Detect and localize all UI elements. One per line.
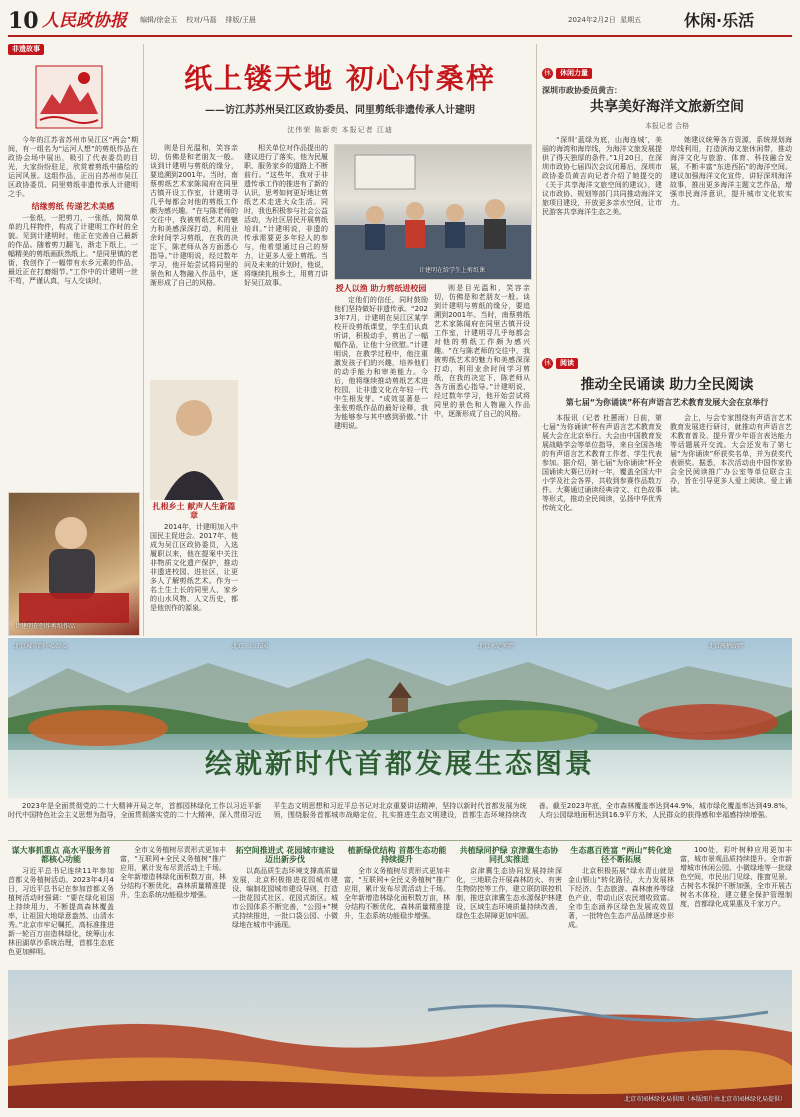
header-rule — [8, 35, 792, 37]
article1-paragraph-2: 她建议统筹各方资源，系统规划海岸线利用，打造滨海文旅休闲带，推动海洋文化与旅游、体育、科技融合发展，不断丰富“东进西拓”的海洋空间。建议加强海洋文化宣传，讲好深圳海洋故事，推出更多海洋主题文艺作品，增强市民海洋意识，提升城市文化软实力。 — [670, 136, 792, 207]
left-column-text — [8, 136, 138, 490]
mid-paragraph-5: 则是目光温和，笑容亲切，仿佛是和老朋友一般。谈到计建明与剪纸的缘分，要追溯到2001年。当时，南蔡剪纸艺术家陈闻府在同里古镇开设工作室，计建明寻几乎每都会对他的剪纸工作颇为感兴趣。“在与陈老师的交往中，我被剪纸艺术的魅力和美感深深打动，利用业余时间学习剪纸，在我的决定下，陈老师从各方面悉心指导。”计建明说，经过数年学习，他开始尝试将同里的景色和人物融入作品中，逐渐形成了自己的风格。 — [434, 284, 530, 418]
artist-portrait — [150, 380, 238, 500]
classroom-photo — [334, 144, 532, 280]
bottom-lead — [8, 802, 792, 838]
bottom-paragraph-2: 以高品质生态环境支撑高质量发展，北京积极推进花园城市建设，编制花园城市建设导则，打造一批花园式社区、花园式街区。城市公园体系不断完善，“公园+”模式持续推进，一批口袋公园、小微绿地在城市中涌现。 — [232, 867, 338, 929]
leisure-icon: 休 — [544, 69, 551, 77]
masthead-logo: 人民政协报 — [42, 11, 127, 31]
section-name: 休闲·乐活 — [684, 11, 755, 30]
article1-headline: 共享美好海洋文旅新空间 — [590, 99, 744, 115]
bottom-col-4 — [344, 846, 450, 966]
credit-editor: 编辑/徐金玉 — [140, 16, 178, 24]
mid-paragraph-4: 定他们的信任，同时鼓励他们坚持做好非遗传承。“2023年7月，计建明在吴江区某学校开设剪纸课堂，学生们认真听讲，积极动手，剪出了一幅幅作品，让他十分欣慰。”计建明说，在教学过程中，他注重激发孩子们的兴趣，培养他们的动手能力和审美能力。今后，他将继续推动剪纸艺术进校园，让非遗文化在年轻一代中生根发芽。“成效显著是一张张剪纸作品的最好诠释，我为能够参与其中感到骄傲。”计建明说。 — [334, 296, 428, 430]
banner-caption-1: 北京城市副中心绿心 — [14, 643, 69, 650]
bottom-paragraph-4: 京津冀生态协同发展持续深化，三地联合开展森林防火、有害生物防控等工作，建立联防联控机制，推进京津冀生态水源保护林建设，区域生态环境质量持续改善，绿色生态屏障更加牢固。 — [456, 867, 562, 920]
mid-paragraph-3: 相关单位对作品提出的建议进行了落实，他为民履职，服务家乡的道路上不断前行。“这些年，我对于非遗传承工作的推进有了新的认识，思考如何更好地让剪纸艺术走进大众生活。同时，我也积极参与社会公益活动，为社区居民开展剪纸培训。”计建明说，非遗的传承需要更多年轻人的参与，他希望通过自己的努力，让更多人爱上剪纸。当问及未来的计划时，他说，将继续扎根乡土，用剪刀讲好吴江故事。 — [244, 144, 328, 287]
date: 2024年2月2日 — [568, 16, 616, 24]
bottom-col-5 — [456, 846, 562, 966]
mid-column-3 — [334, 284, 428, 634]
bottom-heading-1: 谋大事抓重点 高水平服务首都核心功能 — [11, 846, 111, 864]
banner-caption-3: 北京永定河畔 — [478, 643, 515, 650]
bottom-heading-3: 植新绿优结构 首都生态功能持续提升 — [347, 846, 447, 864]
classroom-scene — [335, 145, 531, 279]
bottom-paragraph-1b: 全市义务植树尽责形式更加丰富，“互联网+全民义务植树”推广应用，累计发布尽责活动上千场。全年新增造林绿化面积数万亩，林分结构不断优化，森林质量精准提升，生态系统功能稳步增强。 — [120, 846, 226, 899]
bottom-col-3 — [232, 846, 338, 966]
bottom-col-2 — [120, 846, 226, 966]
banner-caption-2: 北京三山五园 — [232, 643, 269, 650]
page-number: 10 — [8, 8, 39, 34]
artist-photo-caption: 计建明在创作剪纸作品 — [15, 623, 76, 630]
bottom-rule — [8, 840, 792, 841]
autumn-photo-strip — [8, 970, 792, 1108]
article1-byline: 本报记者 合格 — [644, 122, 690, 130]
article2-col-a — [542, 414, 662, 634]
banner-title: 绘就新时代首都发展生态图景 — [205, 749, 595, 780]
mid-column-2 — [244, 144, 328, 634]
article2-headline: 推动全民诵读 助力全民阅读 — [580, 377, 754, 393]
weekday: 星期五 — [620, 16, 642, 24]
leisure-tag — [542, 68, 592, 79]
mid-subheading-2: 扎根乡土 献声人生新篇章 — [152, 502, 236, 520]
mid-paragraph-1: 则是目光温和，笑容亲切，仿佛是和老朋友一般。谈到计建明与剪纸的缘分，要追溯到2001年。当时，南蔡剪纸艺术家陈闻府在同里古镇开设工作室，计建明寻几乎每都会对他的剪纸工作颇为感兴趣。“在与陈老师的交往中，我被剪纸艺术的魅力和美感深深打动，利用业余时间学习剪纸，在我的决定下，陈老师从各方面悉心指导。”计建明说，经过数年学习，他开始尝试将同里的景色和人物融入作品中，逐渐形成了自己的风格。 — [150, 144, 238, 287]
banner-caption-4: 北京雁栖湖畔 — [708, 643, 745, 650]
article1-paragraph-1: “深圳‘蓝绿为底，山海连城’，美丽的海湾和海岸线，为海洋文旅发展提供了得天独厚的条件。”1月20日，在深圳市政协七届四次会议闭幕后，深圳市政协委员黄吉向记者介绍了她提交的《关于共享海洋文旅空间的建议》，建议市政协、规划等部门共同推动海洋文旅项目建设，开放更多亲水空间，让市民游客共享海洋生态之美。 — [542, 136, 662, 216]
article2-paragraph-1: 本报讯（记者 杜蕙雨）日前，第七届“为你诵读”杯有声语言艺术教育发展大会在北京举行。大会由中国教育发展战略学会等单位指导，来自全国各地的有声语言艺术教育工作者、学生代表参加。据介绍，第七届“为你诵读”杯全国诵读大赛已历时一年，覆盖全国大中小学及社会各界，共收到参赛作品数万件。大赛通过诵读经典诗文、红色故事等形式，推动全民阅读，弘扬中华优秀传统文化。 — [542, 414, 662, 512]
mid-column-1b — [150, 502, 238, 634]
article2-paragraph-2: 会上，与会专家围绕有声语言艺术教育发展进行研讨，就推动有声语言艺术教育普及、提升青少年语言表达能力等话题展开交流。大会还发布了第七届“为你诵读”杯获奖名单，并为获奖代表颁奖。据悉，本次活动由中国作家协会全民阅读推广办公室等单位联合主办，旨在引导更多人爱上阅读、爱上诵读。 — [670, 414, 792, 494]
reading-tag — [542, 358, 578, 369]
bottom-heading-5: 生态惠百姓富 “两山”转化途径不断拓展 — [570, 846, 672, 864]
bottom-col-7 — [680, 846, 792, 966]
bottom-paragraph-6: 100处，彩叶树种应用更加丰富，城市景观品质持续提升。全市新增城市休闲公园、小微绿地等一批绿色空间，市民出门见绿、推窗见景。古树名木保护不断加强，全市开展古树名木体检，建立健全保护管理制度，首都绿化成果惠及千家万户。 — [680, 846, 792, 908]
left-divider — [143, 44, 144, 636]
eco-banner — [8, 638, 792, 798]
article2-subheadline: 第七届“为你诵读”杯有声语言艺术教育发展大会在京举行 — [565, 398, 769, 407]
bottom-heading-2: 拓空间推进式 花园城市建设迈出新步伐 — [235, 846, 335, 864]
bottom-paragraph-3: 全市义务植树尽责形式更加丰富，“互联网+全民义务植树”推广应用，累计发布尽责活动上千场。全年新增造林绿化面积数万亩，林分结构不断优化，森林质量精准提升，生态系统功能稳步增强。 — [344, 867, 450, 920]
bottom-col-6 — [568, 846, 674, 966]
article1-col-b — [670, 136, 792, 348]
feature-byline: 沈伟荣 陈新奕 本报记者 江迪 — [287, 126, 393, 134]
credit-layout: 排版/王晨 — [225, 16, 256, 24]
page-header — [8, 8, 792, 34]
feature-subtitle: ——访江苏苏州吴江区政协委员、同里剪纸非遗传承人计建明 — [205, 105, 475, 116]
papercut-emblem — [34, 64, 104, 130]
mid-column-4 — [434, 284, 530, 634]
bottom-paragraph-1: 习近平总书记连续11年参加首都义务植树活动。2023年4月4日，习近平总书记在参加首都义务植树活动时强调：“要在绿化祖国上持续用力，不断提高森林覆盖率，让祖国大地绿意盎然、山清水秀。”北京市牢记嘱托，高标准推进新一轮百万亩造林绿化，统筹山水林田湖草沙系统治理，首都生态底色更加鲜明。 — [8, 867, 114, 956]
strip-caption: 北京市园林绿化局供图（本版图片由北京市园林绿化局提供） — [623, 1096, 786, 1103]
artist-photo — [8, 492, 140, 636]
heritage-tag-label: 非遗故事 — [8, 44, 44, 55]
heritage-tag — [8, 44, 44, 55]
classroom-photo-caption: 计建明在给学生上剪纸课 — [419, 267, 486, 274]
left-paragraph: 一张纸，一把剪刀，一张纸，简简单单的几样物件，构成了计建明工作时的全貌。见到计建明时，他正在完善自己最新的作品。随着剪刀翻飞，渐走下纸上，一幅精美的剪纸画跃然纸上。“是同里镇的老街，我创作了一幅带有水乡元素的作品，最近正在打磨细节。”工作中的计建明一丝不苟，严谨认真，与人交谈时， — [8, 214, 138, 285]
article1-kicker: 深圳市政协委员黄吉： — [542, 86, 622, 95]
article1-col-a — [542, 136, 662, 348]
reading-icon: 休 — [544, 359, 551, 367]
bottom-lead-text: 2023年是全面贯彻党的二十大精神开局之年，首都园林绿化工作以习近平新时代中国特色社会主义思想为指导，全面贯彻落实党的二十大精神，深入贯彻习近平生态文明思想和习近平总书记对北京重要讲话精神，坚持以新时代首都发展为统领，围绕服务首都城市战略定位，扎实推进生态文明建设，首都生态环境持续改善。截至2023年底，全市森林覆盖率达到44.9%，城市绿化覆盖率达到49.8%，人均公园绿地面积达到16.9平方米，人民群众的获得感和幸福感持续增强。 — [8, 802, 792, 819]
bottom-heading-4: 共植绿同护绿 京津冀生态协同扎实推进 — [459, 846, 559, 864]
autumn-scene — [8, 970, 792, 1108]
left-subheading: 结缘剪纸 传递艺术美感 — [31, 202, 115, 211]
staff-credits — [140, 16, 256, 25]
issue-date — [568, 16, 641, 25]
reading-tag-label: 阅读 — [556, 358, 578, 369]
article2-col-b — [670, 414, 792, 634]
mid-subheading-3: 授人以渔 助力剪纸进校园 — [335, 284, 427, 293]
artist-figure — [9, 493, 139, 635]
bottom-paragraph-5: 北京积极拓展“绿水青山就是金山银山”转化路径，大力发展林下经济、生态旅游、森林康养等绿色产业，带动山区农民增收致富。全市生态涵养区绿色发展成效显著，一批特色生态产品品牌逐步形成。 — [568, 867, 674, 929]
feature-title: 纸上镂天地 初心付桑梓 — [184, 62, 496, 95]
credit-proof: 校对/马磊 — [186, 16, 217, 24]
left-intro: 今年的江苏省苏州市吴江区“两会”期间，有一组名为“运河人想”的剪纸作品在政协会场中展出，吸引了代表委员的目光，大家纷纷驻足，欣赏着剪纸中描绘的运河风景。这组作品，正出自苏州市吴江区政协委员、同里剪纸非遗传承人计建明之手。 — [8, 136, 138, 198]
mid-paragraph-2: 2014年，计建明加入中国民主促进会。2017年，他成为吴江区政协委员，入选履职以来，他在提案中关注非物质文化遗产保护，推动非遗进校园、进社区，让更多人了解剪纸艺术。作为一名土生土长的同里人，家乡的山水风物、人文历史，都是他创作的源泉。 — [150, 523, 238, 612]
bottom-col-1 — [8, 846, 114, 966]
right-divider — [536, 44, 537, 636]
leisure-tag-label: 休闲力量 — [556, 68, 592, 79]
